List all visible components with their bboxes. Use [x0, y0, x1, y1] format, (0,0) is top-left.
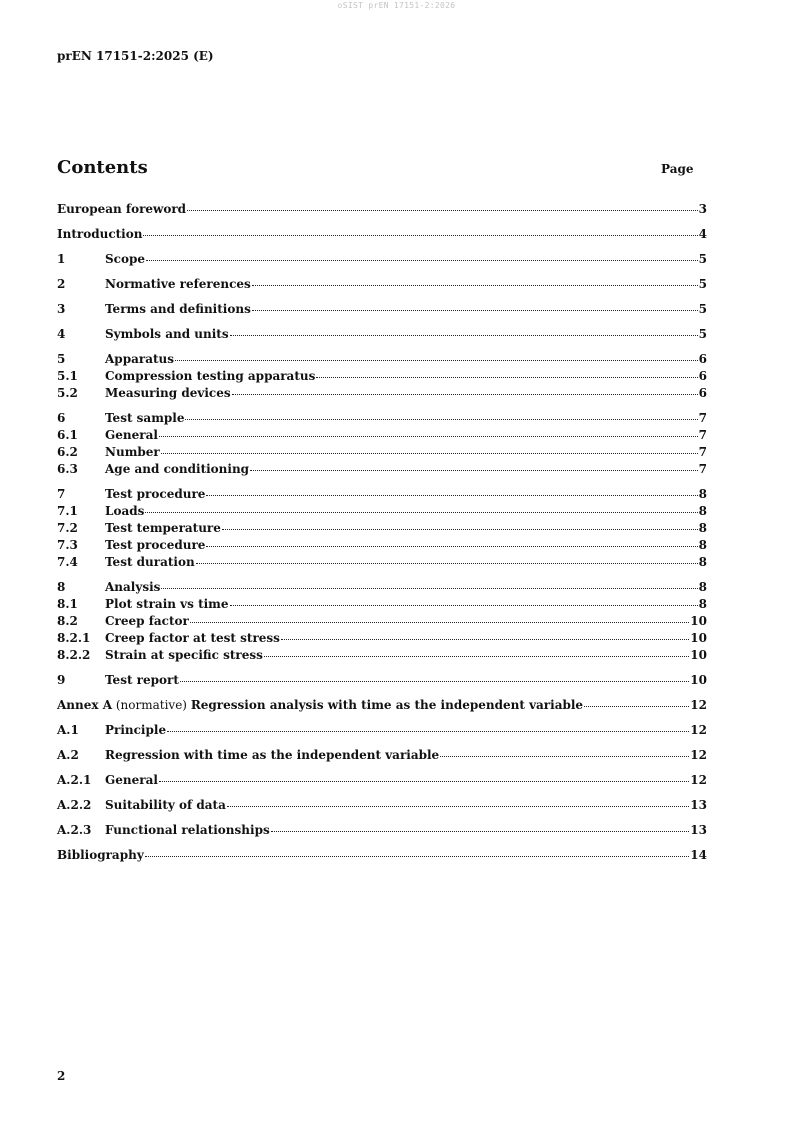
toc-entry[interactable] — [57, 673, 707, 690]
toc-entry-page: 10 — [690, 631, 707, 645]
toc-entry-number: 6.3 — [57, 462, 78, 476]
toc-entry-page: 5 — [698, 252, 707, 266]
dot-leader — [161, 587, 697, 589]
toc-entry-title: Test report — [105, 673, 179, 687]
dot-leader — [440, 755, 689, 757]
toc-entry-page: 6 — [698, 369, 707, 383]
toc-entry-number: 4 — [57, 327, 66, 341]
toc-entry-title: Compression testing apparatus — [105, 369, 316, 383]
dot-leader — [145, 855, 690, 857]
page-column-label: Page — [661, 162, 694, 176]
toc-entry-title: Test sample — [105, 411, 185, 425]
toc-entry-title: European foreword — [57, 202, 187, 216]
toc-entry-number: 7 — [57, 487, 66, 501]
toc-entry-title: Bibliography — [57, 848, 144, 862]
toc-entry[interactable] — [57, 369, 707, 386]
dot-leader — [180, 680, 689, 682]
dot-leader — [196, 562, 698, 564]
toc-entry-number: A.2.2 — [57, 798, 92, 812]
dot-leader — [281, 638, 689, 640]
toc-entry[interactable] — [57, 352, 707, 369]
toc-entry-title — [57, 698, 583, 712]
toc-entry[interactable] — [57, 445, 707, 462]
toc-entry-page: 8 — [698, 580, 707, 594]
toc-entry-number: 8.2 — [57, 614, 78, 628]
toc-entry-title: Plot strain vs time — [105, 597, 229, 611]
dot-leader — [159, 780, 689, 782]
toc-entry[interactable] — [57, 723, 707, 740]
toc-entry-title: Normative references — [105, 277, 251, 291]
toc-entry-page: 12 — [690, 723, 707, 737]
toc-entry[interactable] — [57, 748, 707, 765]
toc-entry-page: 7 — [698, 445, 707, 459]
page-number: 2 — [57, 1069, 66, 1083]
toc-entry-number: 6 — [57, 411, 66, 425]
toc-entry-page: 8 — [698, 555, 707, 569]
toc-entry-number: A.2.3 — [57, 823, 92, 837]
dot-leader — [175, 359, 698, 361]
dot-leader — [252, 284, 698, 286]
dot-leader — [271, 830, 690, 832]
toc-entry-page: 6 — [698, 352, 707, 366]
toc-entry[interactable] — [57, 487, 707, 504]
toc-entry-page: 7 — [698, 411, 707, 425]
toc-entry-number: 8.2.1 — [57, 631, 91, 645]
dot-leader — [264, 655, 689, 657]
toc-entry[interactable] — [57, 428, 707, 445]
toc-entry-page: 10 — [690, 673, 707, 687]
toc-entry-page: 13 — [690, 798, 707, 812]
toc-entry-page: 3 — [698, 202, 707, 216]
toc-entry-number: 5 — [57, 352, 66, 366]
dot-leader — [187, 209, 698, 211]
dot-leader — [230, 604, 698, 606]
toc-entry[interactable] — [57, 521, 707, 538]
document-id: prEN 17151-2:2025 (E) — [57, 49, 214, 63]
toc-entry-title: Loads — [105, 504, 145, 518]
contents-title: Contents — [57, 157, 148, 178]
toc-entry-title: Suitability of data — [105, 798, 226, 812]
toc-entry[interactable] — [57, 823, 707, 840]
toc-entry-title: Measuring devices — [105, 386, 231, 400]
dot-leader — [250, 469, 698, 471]
toc-entry-number: 8 — [57, 580, 66, 594]
dot-leader — [143, 234, 697, 236]
dot-leader — [185, 418, 697, 420]
toc-entry-page: 8 — [698, 487, 707, 501]
toc-entry-page: 8 — [698, 597, 707, 611]
toc-entry-number: 6.1 — [57, 428, 78, 442]
toc-entry-title: Principle — [105, 723, 167, 737]
toc-entry-title: Strain at specific stress — [105, 648, 263, 662]
dot-leader — [206, 494, 697, 496]
annex-label: Annex A — [57, 698, 113, 712]
toc-entry-page: 7 — [698, 462, 707, 476]
toc-entry[interactable] — [57, 327, 707, 344]
toc-entry-title: Apparatus — [105, 352, 174, 366]
toc-entry-title: Creep factor at test stress — [105, 631, 280, 645]
annex-type: (normative) — [112, 698, 191, 712]
toc-entry[interactable] — [57, 462, 707, 479]
toc-entry-page: 12 — [690, 748, 707, 762]
toc-entry[interactable] — [57, 848, 707, 865]
toc-entry-title: Functional relationships — [105, 823, 270, 837]
toc-entry-page: 14 — [690, 848, 707, 862]
toc-entry[interactable] — [57, 252, 707, 269]
dot-leader — [252, 309, 698, 311]
toc-entry-number: 7.1 — [57, 504, 78, 518]
dot-leader — [190, 621, 689, 623]
toc-entry[interactable] — [57, 614, 707, 631]
toc-entry-number: 7.3 — [57, 538, 78, 552]
toc-entry-title: Regression with time as the independent variable — [105, 748, 440, 762]
dot-leader — [227, 805, 689, 807]
toc-entry-number: 7.2 — [57, 521, 78, 535]
toc-entry-title: Number — [105, 445, 160, 459]
dot-leader — [316, 376, 697, 378]
toc-entry-number: 8.1 — [57, 597, 78, 611]
toc-entry-page: 5 — [698, 277, 707, 291]
dot-leader — [230, 334, 698, 336]
toc-entry-title: General — [105, 428, 158, 442]
toc-entry-page: 4 — [698, 227, 707, 241]
dot-leader — [145, 511, 697, 513]
toc-entry-number: A.1 — [57, 723, 79, 737]
toc-entry[interactable] — [57, 631, 707, 648]
dot-leader — [222, 528, 698, 530]
dot-leader — [167, 730, 689, 732]
toc-entry-title: Creep factor — [105, 614, 189, 628]
toc-entry-title: Introduction — [57, 227, 143, 241]
toc-entry-title: Test procedure — [105, 487, 206, 501]
watermark: oSIST prEN 17151-2:2026 — [337, 1, 456, 10]
toc-entry-number: 3 — [57, 302, 66, 316]
toc-entry[interactable] — [57, 411, 707, 428]
toc-entry-page: 10 — [690, 648, 707, 662]
dot-leader — [232, 393, 698, 395]
toc-entry[interactable] — [57, 698, 707, 715]
toc-entry-number: 7.4 — [57, 555, 78, 569]
dot-leader — [206, 545, 697, 547]
toc-entry[interactable] — [57, 798, 707, 815]
toc-entry-page: 10 — [690, 614, 707, 628]
toc-entry-title: Analysis — [105, 580, 161, 594]
toc-entry-title: Test procedure — [105, 538, 206, 552]
toc-entry-page: 8 — [698, 538, 707, 552]
toc-entry-number: 2 — [57, 277, 66, 291]
toc-entry[interactable] — [57, 648, 707, 665]
toc-entry-page: 13 — [690, 823, 707, 837]
toc-entry[interactable] — [57, 597, 707, 614]
toc-entry[interactable] — [57, 277, 707, 294]
toc-entry-title: General — [105, 773, 158, 787]
toc-entry-number: 5.2 — [57, 386, 78, 400]
toc-entry-number: A.2.1 — [57, 773, 92, 787]
toc-entry-title: Age and conditioning — [105, 462, 250, 476]
toc-entry[interactable] — [57, 555, 707, 572]
dot-leader — [584, 705, 689, 707]
toc-entry-number: A.2 — [57, 748, 79, 762]
toc-entry-page: 7 — [698, 428, 707, 442]
toc-entry[interactable] — [57, 386, 707, 403]
toc-entry[interactable] — [57, 538, 707, 555]
dot-leader — [159, 435, 698, 437]
toc-entry-number: 1 — [57, 252, 66, 266]
toc-entry[interactable] — [57, 202, 707, 219]
toc-entry-number: 9 — [57, 673, 66, 687]
toc-entry-page: 6 — [698, 386, 707, 400]
toc-entry[interactable] — [57, 580, 707, 597]
toc-entry-title: Test temperature — [105, 521, 221, 535]
toc-entry[interactable] — [57, 504, 707, 521]
dot-leader — [161, 452, 698, 454]
toc-entry-page: 12 — [690, 698, 707, 712]
toc-entry-page: 5 — [698, 327, 707, 341]
toc-entry-number: 5.1 — [57, 369, 78, 383]
annex-title: Regression analysis with time as the independent variable — [190, 698, 584, 712]
table-of-contents — [57, 202, 707, 865]
dot-leader — [146, 259, 698, 261]
toc-entry-page: 8 — [698, 504, 707, 518]
toc-entry-page: 5 — [698, 302, 707, 316]
toc-entry-title: Test duration — [105, 555, 195, 569]
toc-entry-number: 8.2.2 — [57, 648, 91, 662]
toc-entry[interactable] — [57, 227, 707, 244]
toc-entry[interactable] — [57, 302, 707, 319]
toc-entry-title: Terms and definitions — [105, 302, 251, 316]
toc-entry-number: 6.2 — [57, 445, 78, 459]
toc-entry-page: 8 — [698, 521, 707, 535]
toc-entry-page: 12 — [690, 773, 707, 787]
toc-entry-title: Symbols and units — [105, 327, 229, 341]
toc-entry[interactable] — [57, 773, 707, 790]
toc-entry-title: Scope — [105, 252, 146, 266]
